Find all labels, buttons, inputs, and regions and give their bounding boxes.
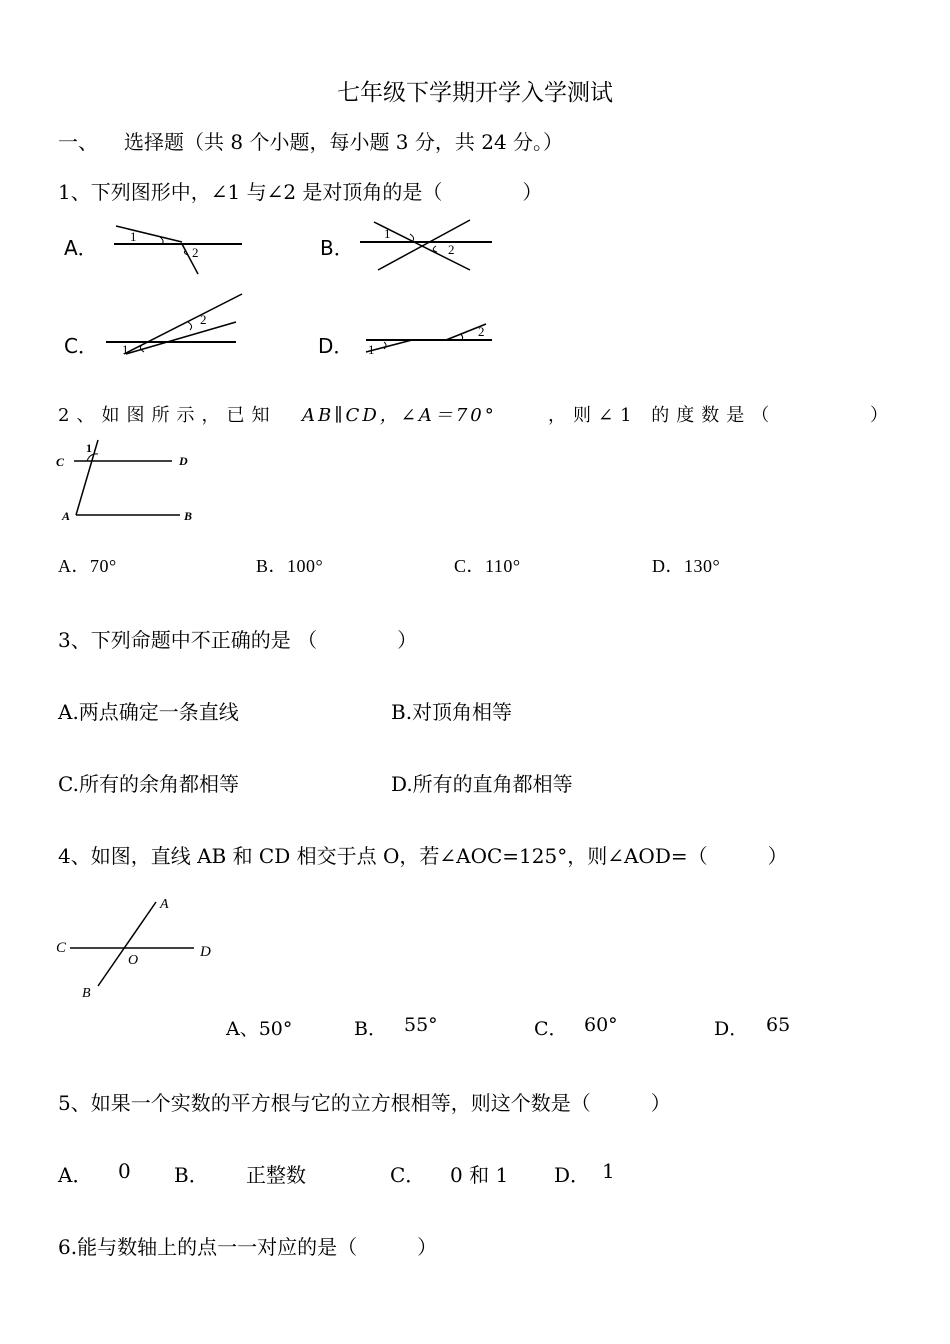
q5-option-a-label: A． (58, 1163, 93, 1187)
q5-option-d-value: 1 (602, 1159, 615, 1183)
q4-option-b-value: 55° (404, 1014, 438, 1036)
q4-option-c-label: C． (534, 1018, 568, 1040)
q4-label-d: D (200, 944, 211, 960)
q4-figure (52, 890, 222, 1002)
q1-figure-a (110, 220, 250, 280)
question-4-stem: 4、如图，直线 AB 和 CD 相交于点 O，若∠AOC=125°，则∠AOD=（ ） (58, 844, 788, 868)
q4-option-b-label: B． (354, 1018, 387, 1040)
q4-option-d-value: 65 (766, 1014, 791, 1036)
question-2-stem-close: ） (870, 405, 888, 426)
q1-option-d-label: D． (318, 334, 354, 358)
q1b-angle-1: 1 (384, 226, 391, 241)
q2-label-a: A (62, 509, 71, 523)
q4-label-c: C (56, 940, 67, 956)
q5-option-a-value: 0 (118, 1159, 131, 1183)
q4-label-a: A (160, 897, 169, 912)
q1-figure-c (104, 290, 249, 362)
q1c-angle-1: 1 (122, 342, 129, 357)
q1a-angle-1: 1 (130, 229, 137, 244)
q3-option-d: D.所有的直角都相等 (391, 772, 573, 796)
q1-option-a-label: A． (64, 236, 98, 260)
q5-option-c-label: C． (390, 1163, 426, 1187)
page-title: 七年级下学期开学入学测试 (337, 80, 613, 106)
q2-label-b: B (184, 509, 193, 523)
q1d-angle-2: 2 (478, 324, 485, 339)
question-2-stem-math: AB∥CD，∠A＝70° (302, 405, 497, 426)
q5-option-c-value: 0 和 1 (450, 1163, 509, 1187)
q1b-angle-2: 2 (448, 242, 455, 257)
q1d-angle-1: 1 (368, 342, 375, 357)
q3-option-a: A.两点确定一条直线 (58, 700, 239, 724)
q4-label-o: O (128, 953, 139, 968)
q2-label-c: C (56, 455, 65, 469)
q3-option-b: B.对顶角相等 (391, 700, 513, 724)
question-1-stem: 1、下列图形中，∠1 与∠2 是对顶角的是（ ） (58, 180, 543, 204)
q4-label-b: B (82, 986, 91, 1001)
q2-option-c: C．110° (454, 556, 521, 576)
q5-option-d-label: D． (554, 1163, 591, 1187)
q2-option-d: D．130° (652, 556, 721, 576)
q1c-angle-2: 2 (200, 312, 207, 327)
q2-figure (54, 436, 204, 528)
q2-option-b: B．100° (256, 556, 324, 576)
q4-option-a: A、50° (226, 1018, 293, 1040)
q1-figure-d (362, 316, 502, 358)
q4-option-c-value: 60° (584, 1014, 618, 1036)
section-heading: 选择题（共 8 个小题，每小题 3 分，共 24 分。） (124, 130, 564, 154)
q5-option-b-label: B． (174, 1163, 209, 1187)
q3-option-c: C.所有的余角都相等 (58, 772, 239, 796)
question-3-stem: 3、下列命题中不正确的是 （ ） (58, 628, 418, 652)
q1-figure-b (360, 216, 500, 276)
q1-option-c-label: C． (64, 334, 98, 358)
q2-option-a: A．70° (58, 556, 117, 576)
question-2-stem-prefix: 2、如图所示，已知 (58, 405, 277, 426)
q2-label-d: D (179, 454, 188, 468)
q4-option-d-label: D． (714, 1018, 749, 1040)
q2-label-1: 1 (86, 441, 92, 455)
question-2-stem-suffix: ，则∠1 的度数是（ (548, 405, 777, 426)
question-6-stem: 6.能与数轴上的点一一对应的是（ ） (58, 1235, 438, 1259)
q1a-angle-2: 2 (192, 245, 199, 260)
q5-option-b-value: 正整数 (246, 1163, 306, 1187)
q1-option-b-label: B． (320, 236, 354, 260)
section-number: 一、 (58, 130, 98, 154)
question-5-stem: 5、如果一个实数的平方根与它的立方根相等，则这个数是（ ） (58, 1091, 671, 1115)
